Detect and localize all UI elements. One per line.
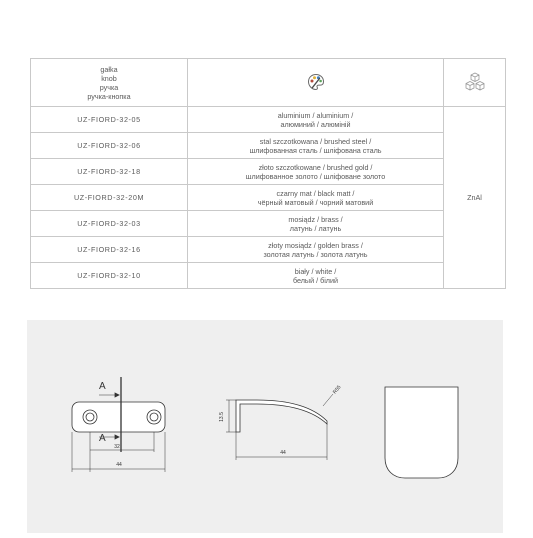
top-view xyxy=(385,387,458,478)
finish-line-1: stal szczotkowana / brushed steel / xyxy=(259,136,372,146)
finish-cell xyxy=(188,237,444,263)
product-code: UZ-FIORD-32-03 xyxy=(31,211,188,237)
finish-cell xyxy=(188,107,444,133)
product-code: UZ-FIORD-32-18 xyxy=(31,159,188,185)
dim-height: 13.5 xyxy=(219,412,225,422)
product-type-en: knob xyxy=(101,73,117,83)
finish-header-cell xyxy=(188,59,444,107)
dim-width-side: 44 xyxy=(280,450,286,456)
product-code: UZ-FIORD-32-05 xyxy=(31,107,188,133)
section-label-top: A xyxy=(99,381,106,392)
table-row xyxy=(31,159,506,185)
table-row xyxy=(31,237,506,263)
dim-width-front: 44 xyxy=(116,462,122,468)
table-row xyxy=(31,107,506,133)
finish-line-1: złoty mosiądz / golden brass / xyxy=(268,240,363,250)
material-header-cell xyxy=(444,59,506,107)
product-type-ru: ручка xyxy=(99,82,119,92)
table-row xyxy=(31,133,506,159)
finish-cell xyxy=(188,133,444,159)
table-header-row xyxy=(31,59,506,107)
finish-line-2: латунь / латунь xyxy=(289,223,342,233)
front-view xyxy=(72,377,165,472)
table-row xyxy=(31,263,506,289)
finish-line-2: алюминий / алюміній xyxy=(280,119,351,129)
technical-drawing-panel xyxy=(27,320,503,533)
product-code: UZ-FIORD-32-06 xyxy=(31,133,188,159)
finish-line-2: чёрный матовый / чорний матовий xyxy=(257,197,374,207)
finish-cell xyxy=(188,159,444,185)
finish-line-1: aluminium / aluminium / xyxy=(277,110,354,120)
product-type-ua: ручка-кнопка xyxy=(87,91,131,101)
dim-radius: R55 xyxy=(331,384,343,396)
technical-drawing xyxy=(27,320,503,533)
finish-line-2: белый / білий xyxy=(292,275,339,285)
finish-line-2: золотая латунь / золота латунь xyxy=(263,249,368,259)
finish-line-2: шлифованное золото / шліфоване золото xyxy=(245,171,386,181)
finish-cell xyxy=(188,263,444,289)
table-row xyxy=(31,185,506,211)
product-code: UZ-FIORD-32-10 xyxy=(31,263,188,289)
finish-line-1: złoto szczotkowane / brushed gold / xyxy=(258,162,373,172)
section-label-bottom: A xyxy=(99,433,106,444)
finish-line-1: czarny mat / black matt / xyxy=(276,188,355,198)
table-row xyxy=(31,211,506,237)
palette-icon xyxy=(307,73,325,91)
product-type-cell xyxy=(31,59,188,107)
product-code: UZ-FIORD-32-20M xyxy=(31,185,188,211)
spec-table xyxy=(30,58,506,289)
cubes-icon xyxy=(464,72,486,92)
finish-cell xyxy=(188,185,444,211)
product-type-pl: gałka xyxy=(100,64,118,74)
product-code: UZ-FIORD-32-16 xyxy=(31,237,188,263)
material-cell: ZnAl xyxy=(444,107,506,289)
dim-hole-spacing: 32 xyxy=(114,444,120,450)
finish-line-2: шлифованная сталь / шліфована сталь xyxy=(249,145,382,155)
finish-line-1: mosiądz / brass / xyxy=(288,214,343,224)
finish-line-1: biały / white / xyxy=(294,266,337,276)
finish-cell xyxy=(188,211,444,237)
